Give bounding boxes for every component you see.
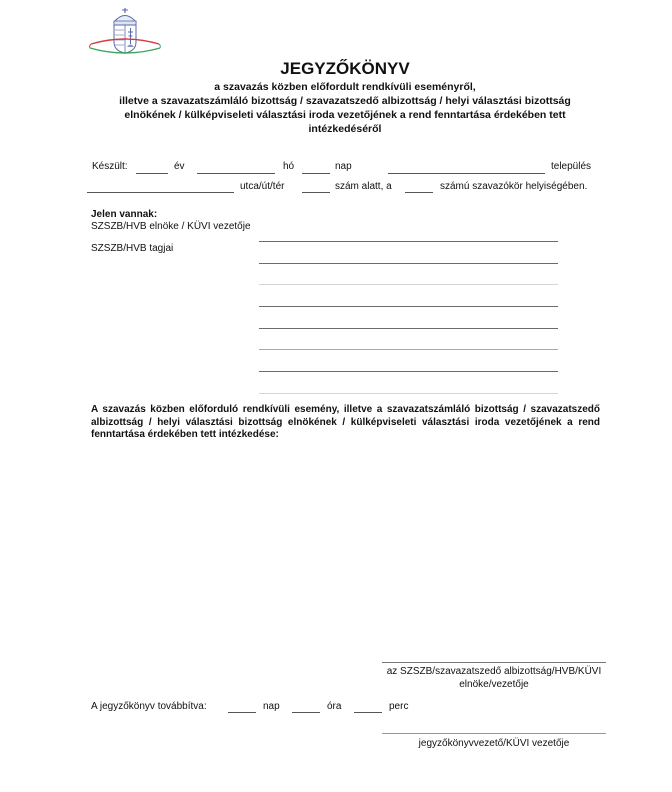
clerk-signature-line[interactable] (382, 733, 606, 734)
member-name-line[interactable] (259, 284, 558, 285)
chair-name-line[interactable] (259, 241, 558, 242)
settlement-field[interactable] (388, 173, 545, 174)
month-field[interactable] (197, 173, 275, 174)
subtitle-line-2: illetve a szavazatszámláló bizottság / szavazatszedő albizottság / helyi választási bizottság (119, 95, 571, 107)
house-number-label: szám alatt, a (335, 181, 392, 192)
house-number-field[interactable] (302, 192, 330, 193)
clerk-signature-caption: jegyzőkönyvvezető/KÜVI vezetője (418, 738, 570, 749)
chair-signature-caption: az SZSZB/szavazatszedő albizottság/HVB/KÜVI elnöke/vezetője (386, 666, 602, 690)
member-name-line[interactable] (259, 306, 558, 307)
subtitle-line-4: intézkedéséről (308, 123, 382, 135)
document-title: JEGYZŐKÖNYV (280, 59, 410, 78)
member-name-line[interactable] (259, 371, 558, 372)
member-name-line[interactable] (259, 349, 558, 350)
chair-label: SZSZB/HVB elnöke / KÜVI vezetője (91, 221, 251, 232)
member-name-line[interactable] (259, 393, 558, 394)
members-label: SZSZB/HVB tagjai (91, 243, 174, 254)
keszult-label: Készült: (92, 161, 128, 172)
forwarded-minute-field[interactable] (354, 712, 382, 713)
year-label: év (174, 161, 185, 172)
polling-station-label: számú szavazókör helyiségében. (440, 181, 588, 192)
forwarded-day-field[interactable] (228, 712, 256, 713)
member-name-line[interactable] (259, 328, 558, 329)
forwarded-hour-label: óra (327, 701, 342, 712)
measures-text-area[interactable] (91, 445, 601, 650)
measures-paragraph: A szavazás közben előforduló rendkívüli esemény, illetve a szavazatszámláló bizottság / szavazatszedő albizottság / helyi választási bizottság elnökének / külképviseleti választási iroda vezetőjének a rend fenntartása érdekében tett intézkedése: (91, 404, 600, 440)
member-name-line[interactable] (259, 263, 558, 264)
forwarded-minute-label: perc (389, 701, 409, 712)
forwarded-day-label: nap (263, 701, 280, 712)
subtitle-line-1: a szavazás közben előfordult rendkívüli eseményről, (214, 81, 476, 93)
forwarded-label: A jegyzőkönyv továbbítva: (91, 701, 207, 712)
street-label: utca/út/tér (240, 181, 285, 192)
polling-station-number-field[interactable] (405, 192, 433, 193)
hungarian-coat-of-arms-icon (88, 6, 162, 56)
chair-signature-line[interactable] (382, 662, 606, 663)
settlement-label: település (551, 161, 592, 172)
street-field[interactable] (87, 192, 234, 193)
forwarded-hour-field[interactable] (292, 712, 320, 713)
day-label: nap (335, 161, 352, 172)
month-label: hó (283, 161, 295, 172)
day-field[interactable] (302, 173, 330, 174)
subtitle-line-3: elnökének / külképviseleti választási iroda vezetőjének a rend fenntartása érdekében tett (124, 109, 566, 121)
year-field[interactable] (136, 173, 168, 174)
coat-of-arms-logo (88, 6, 162, 56)
attendance-heading: Jelen vannak: (91, 209, 158, 220)
